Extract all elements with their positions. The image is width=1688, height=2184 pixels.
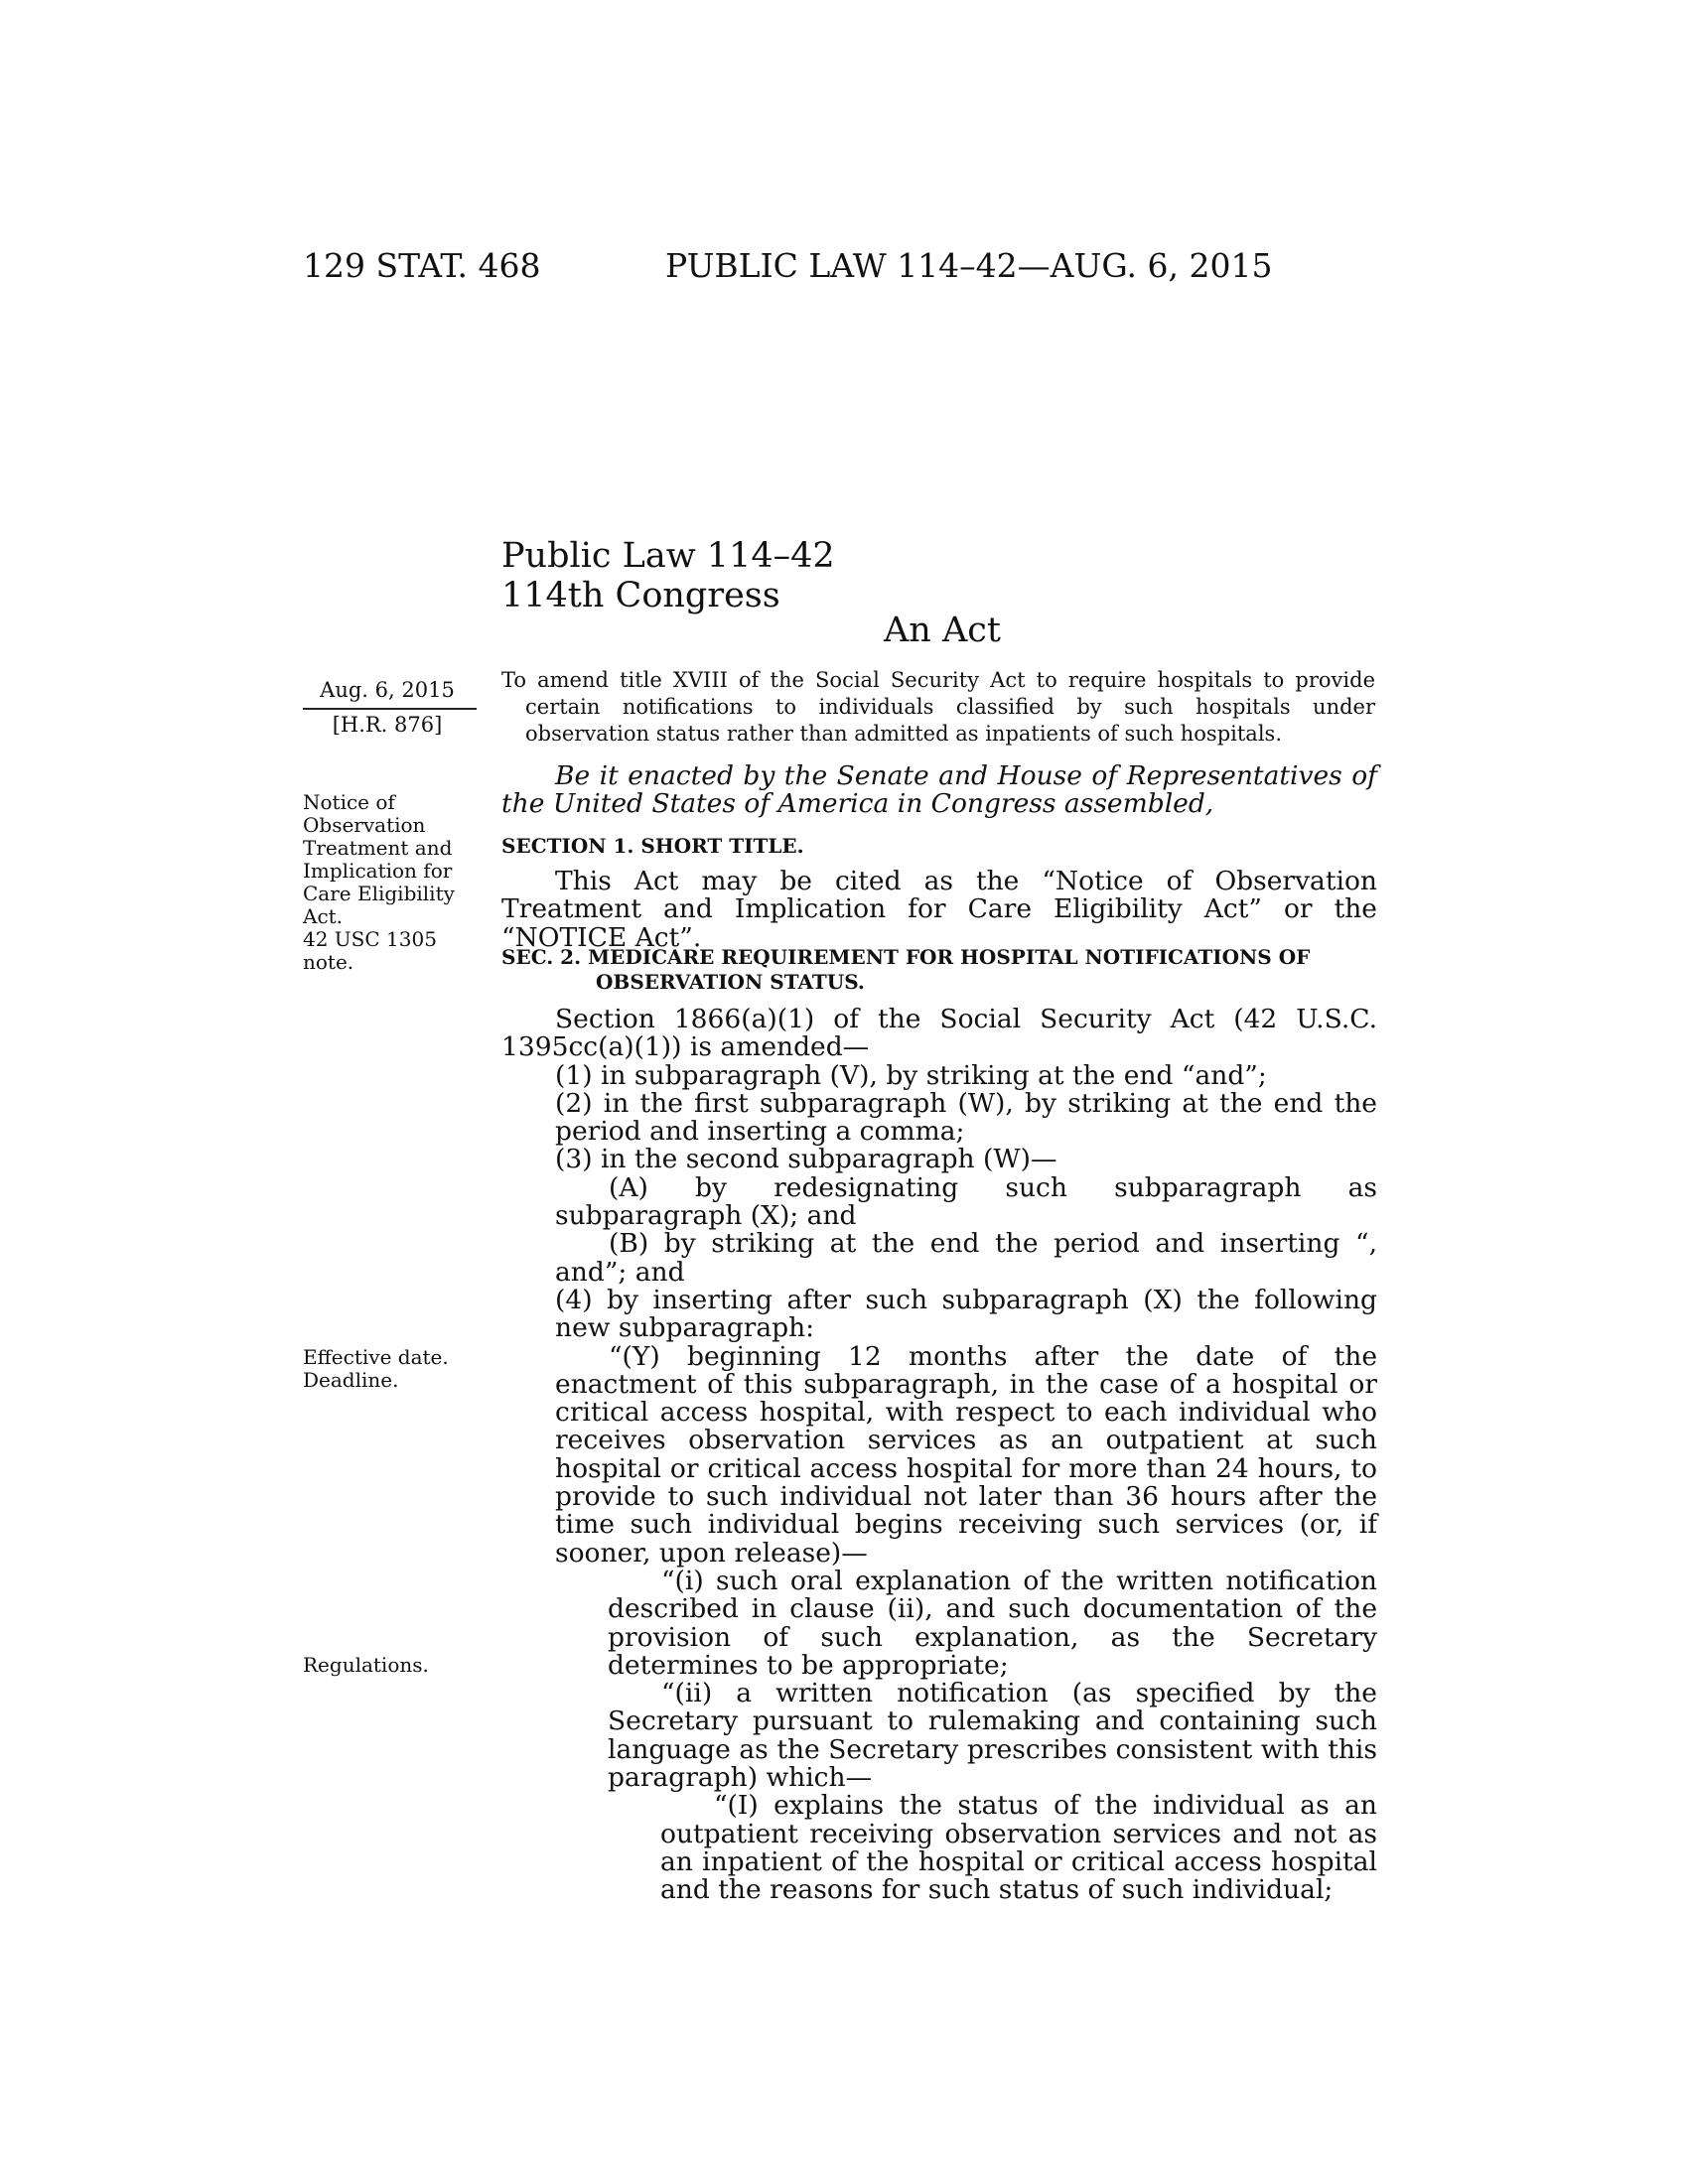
paragraph-3A: (A) by redesignating such subparagraph as subparagraph (X); and <box>555 1171 1377 1232</box>
stat-reference: 129 STAT. 468 <box>303 246 541 285</box>
congress-number: 114th Congress <box>501 576 780 615</box>
paragraph-4: (4) by inserting after such subparagraph (X) the following new subparagraph: <box>555 1284 1377 1344</box>
clause-i: “(i) such oral explanation of the written notification described in clause (ii), and such documentation of the provision of such explanation, as the Secretary determines to be appropriate; <box>608 1565 1377 1681</box>
usc-note: 42 USC 1305 note. <box>303 927 437 974</box>
clause-ii: “(ii) a written notification (as specified by the Secretary pursuant to rulemaking and containing such language as the Secretary prescribes consistent with this paragraph) which— <box>608 1678 1377 1794</box>
section-2-heading-line1: SEC. 2. MEDICARE REQUIREMENT FOR HOSPITAL NOTIFICATIONS OF <box>501 945 1311 969</box>
short-title-note: Notice of Observation Treatment and Implication for Care Eligibility Act. <box>303 790 455 928</box>
paragraph-1: (1) in subparagraph (V), by striking at the end “and”; <box>555 1059 1267 1091</box>
section-2-heading-line2: OBSERVATION STATUS. <box>596 970 865 994</box>
effective-date-note: Effective date. <box>303 1345 449 1369</box>
subclause-I: “(I) explains the status of the individual as an outpatient receiving observation services and not as an inpatient of the hospital or critical access hospital and the reasons for such status of such individual; <box>660 1790 1377 1906</box>
act-purpose: To amend title XVIII of the Social Security Act to require hospitals to provide certain notifications to individuals classified by such hospitals under observation status rather than admitted as inpatients of such hospitals. <box>501 668 1375 746</box>
subparagraph-Y: “(Y) beginning 12 months after the date of the enactment of this subparagraph, in the case of a hospital or critical access hospital, with respect to each individual who receives observation services as an outpatient at such hospital or critical access hospital for more than 24 hours, to provide to such individual not later than 36 hours after the time such individual begins receiving such services (or, if sooner, upon release)— <box>555 1340 1377 1569</box>
section-1-text <box>501 868 1377 952</box>
deadline-note: Deadline. <box>303 1368 399 1392</box>
enacting-clause: Be it enacted by the Senate and House of Representatives of the United States of America in Congress assembled, <box>501 760 1377 820</box>
margin-note-regulations: Regulations. <box>303 1653 429 1677</box>
public-law-number: Public Law 114–42 <box>501 536 835 576</box>
margin-bill-number: [H.R. 876] <box>332 713 443 737</box>
section-1-heading: SECTION 1. SHORT TITLE. <box>501 834 804 858</box>
margin-note-effective <box>303 1346 477 1392</box>
paragraph-2: (2) in the first subparagraph (W), by striking at the end the period and inserting a comma; <box>555 1087 1377 1148</box>
section-2-heading <box>501 945 1310 995</box>
short-title-text: This Act may be cited as the “Notice of Observation Treatment and Implication for Care Eligibility Act” or the “NOTICE Act”. <box>501 866 1377 953</box>
margin-divider <box>303 708 477 710</box>
running-header: PUBLIC LAW 114–42—AUG. 6, 2015 <box>665 246 1273 285</box>
margin-date: Aug. 6, 2015 <box>320 678 455 702</box>
section-2-intro: Section 1866(a)(1) of the Social Security Act (42 U.S.C. 1395cc(a)(1)) is amended— <box>501 1004 1377 1063</box>
margin-note-short-title <box>303 791 477 974</box>
an-act-heading: An Act <box>884 611 1001 650</box>
title-block <box>501 536 835 615</box>
paragraph-3: (3) in the second subparagraph (W)— <box>555 1144 1057 1175</box>
section-2-body <box>501 1006 1377 1905</box>
paragraph-3B: (B) by striking at the end the period and inserting “, and”; and <box>555 1228 1377 1288</box>
